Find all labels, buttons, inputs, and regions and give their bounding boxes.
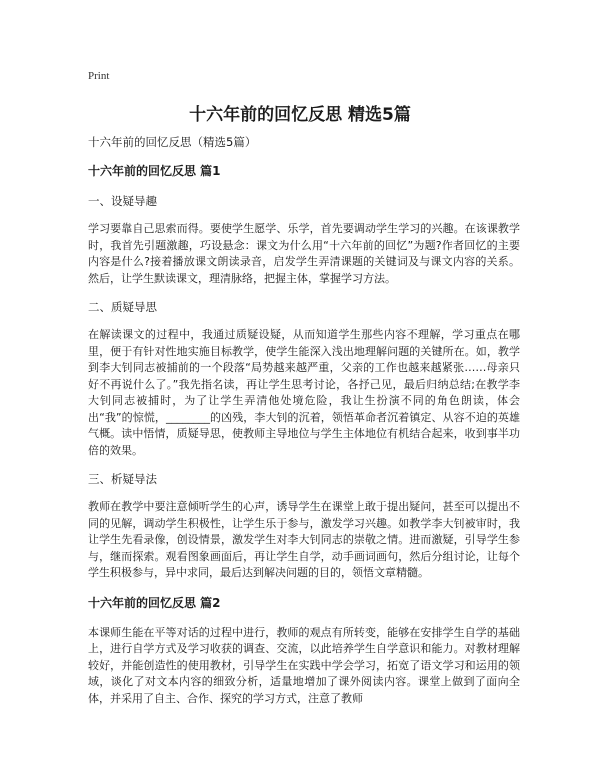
section-3-heading: 三、析疑导法 xyxy=(88,472,157,486)
document-subtitle: 十六年前的回忆反思（精选5篇） xyxy=(88,135,257,149)
document-title: 十六年前的回忆反思 精选5篇 xyxy=(189,105,411,125)
section-1-paragraph: 学习要靠自己思索而得。要使学生愿学、乐学，首先要调动学生学习的兴趣。在该课教学时，我首先引题激趣，巧设悬念：课文为什么用“十六年前的回忆”为题?作者回忆的主要内容是什么?接着播放课文朗读录音，启发学生弄清课题的关键词及与课文内容的关系。然后，让学生默读课文，理清脉络，把握主体，掌握学习方法。 xyxy=(88,222,520,285)
document-content xyxy=(88,156,520,719)
article-2-paragraph: 本课师生能在平等对话的过程中进行，教师的观点有所转变，能够在安排学生自学的基础上，进行自学方式及学习收获的调查、交流，以此培养学生自学意识和能力。对教材理解较好，并能创造性的使用教材，引导学生在实践中学会学习，拓宽了语文学习和运用的领域，谈化了对文本内容的细致分析，适量地增加了课外阅读内容。课堂上做到了面向全体，并采用了自主、合作、探究的学习方式，注意了教师 xyxy=(88,625,520,705)
article-2-heading: 十六年前的回忆反思 篇2 xyxy=(88,595,221,610)
section-2-paragraph: 在解读课文的过程中，我通过质疑设疑，从而知道学生那些内容不理解，学习重点在哪里，便于有针对性地实施目标教学，使学生能深入浅出地理解问题的关键所在。如，教学到李大钊同志被捕前的一个段落“局势越来越严重，父亲的工作也越来越紧张……母亲只好不再说什么了。”我先指名读，再让学生思考讨论，各抒己见，最后归纳总结;在教学李大钊同志被捕时，为了让学生弄清他处境危险，我让生扮演不同的角色朗读，体会出“我”的惊慌，________的凶残，李大钊的沉着，领悟革命者沉着镇定、从容不迫的英雄气概。读中悟情，质疑导思，使教师主导地位与学生主体地位有机结合起来，收到事半功倍的效果。 xyxy=(88,328,520,457)
section-3-paragraph: 教师在教学中要注意倾听学生的心声，诱导学生在课堂上敢于提出疑问，甚至可以提出不同的见解，调动学生积极性，让学生乐于参与，激发学习兴趣。如教学李大钊被审时，我让学生先看录像，创设情景，激发学生对李大钊同志的崇敬之情。进而激疑，引导学生参与，继而探索。观看图象画面后，再让学生自学，动手画词画句，然后分组讨论，让每个学生积极参与，异中求同，最后达到解决问题的目的，领悟文章精髓。 xyxy=(88,500,520,579)
print-link[interactable]: Print xyxy=(88,70,110,82)
section-1-heading: 一、设疑导趣 xyxy=(88,194,157,208)
article-1-heading: 十六年前的回忆反思 篇1 xyxy=(88,164,221,178)
section-2-heading: 二、质疑导思 xyxy=(88,300,157,314)
